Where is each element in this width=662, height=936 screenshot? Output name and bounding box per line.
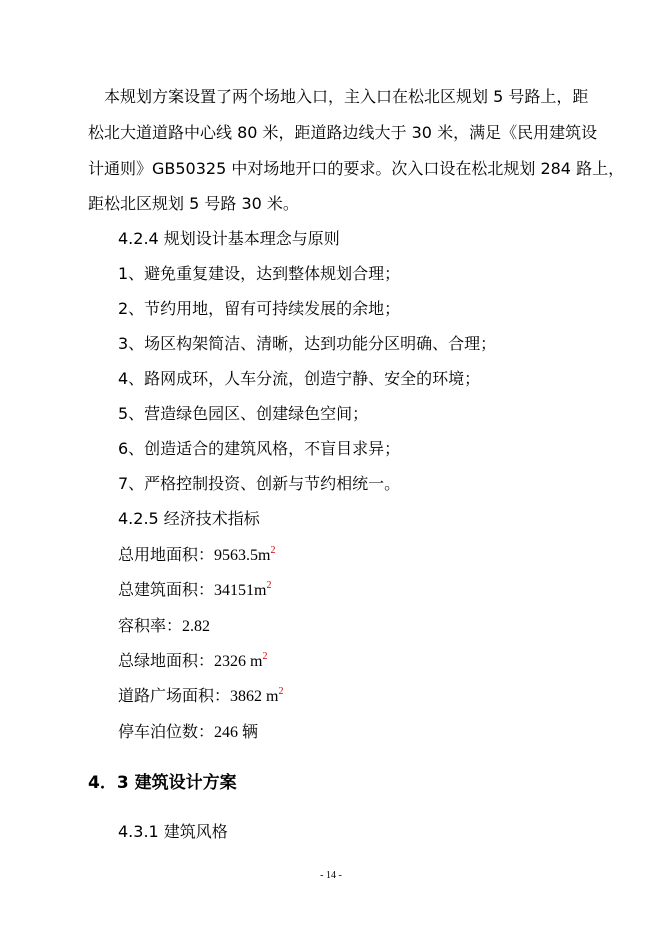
indicator-value: 3862 m bbox=[230, 688, 279, 705]
paragraph-line-1: 本规划方案设置了两个场地入口，主入口在松北区规划 5 号路上，距 bbox=[88, 87, 589, 106]
section-4-2-5-title: 4.2.5 经济技术指标 bbox=[118, 509, 260, 528]
paragraph-line-3: 计通则》GB50325 中对场地开口的要求。次入口设在松北规划 284 路上， bbox=[88, 159, 625, 178]
indicator-label: 道路广场面积： bbox=[118, 686, 231, 705]
principle-item-1: 1、避免重复建设，达到整体规划合理； bbox=[118, 264, 401, 283]
indicator-value: 246 辆 bbox=[214, 724, 259, 741]
indicator-label: 容积率： bbox=[118, 616, 183, 635]
principle-item-7: 7、严格控制投资、创新与节约相统一。 bbox=[118, 474, 401, 493]
principle-item-4: 4、路网成环，人车分流，创造宁静、安全的环境； bbox=[118, 369, 481, 388]
indicator-value: 9563.5m bbox=[214, 547, 271, 564]
principle-item-5: 5、营造绿色园区、创建绿色空间； bbox=[118, 404, 369, 423]
indicator-superscript: 2 bbox=[270, 545, 276, 556]
principle-item-6: 6、创造适合的建筑风格，不盲目求异； bbox=[118, 439, 401, 458]
indicator-total-land-area bbox=[118, 545, 275, 568]
indicator-label: 停车泊位数： bbox=[118, 722, 215, 741]
indicator-label: 总用地面积： bbox=[118, 545, 215, 564]
indicator-label: 总绿地面积： bbox=[118, 651, 215, 670]
indicator-road-plaza-area bbox=[118, 686, 283, 709]
indicator-value: 2.82 bbox=[182, 618, 211, 635]
page-number: - 14 - bbox=[320, 870, 342, 881]
section-4-2-4-title: 4.2.4 规划设计基本理念与原则 bbox=[118, 229, 340, 248]
section-4-3-1-title: 4.3.1 建筑风格 bbox=[118, 822, 228, 841]
indicator-value: 34151m bbox=[214, 582, 267, 599]
indicator-superscript: 2 bbox=[278, 686, 284, 697]
principle-item-2: 2、节约用地，留有可持续发展的余地； bbox=[118, 299, 401, 318]
indicator-label: 总建筑面积： bbox=[118, 580, 215, 599]
indicator-total-building-area bbox=[118, 580, 271, 603]
principle-item-3: 3、场区构架简洁、清晰，达到功能分区明确、合理； bbox=[118, 334, 497, 353]
indicator-parking-spaces bbox=[118, 722, 258, 743]
indicator-superscript: 2 bbox=[262, 651, 268, 662]
section-4-3-heading: 4．3 建筑设计方案 bbox=[88, 773, 237, 793]
paragraph-line-4: 距松北区规划 5 号路 30 米。 bbox=[88, 194, 299, 213]
indicator-green-area bbox=[118, 651, 267, 674]
indicator-superscript: 2 bbox=[266, 580, 272, 591]
indicator-value: 2326 m bbox=[214, 653, 263, 670]
paragraph-line-2: 松北大道道路中心线 80 米，距道路边线大于 30 米，满足《民用建筑设 bbox=[88, 123, 598, 142]
indicator-plot-ratio bbox=[118, 616, 210, 637]
